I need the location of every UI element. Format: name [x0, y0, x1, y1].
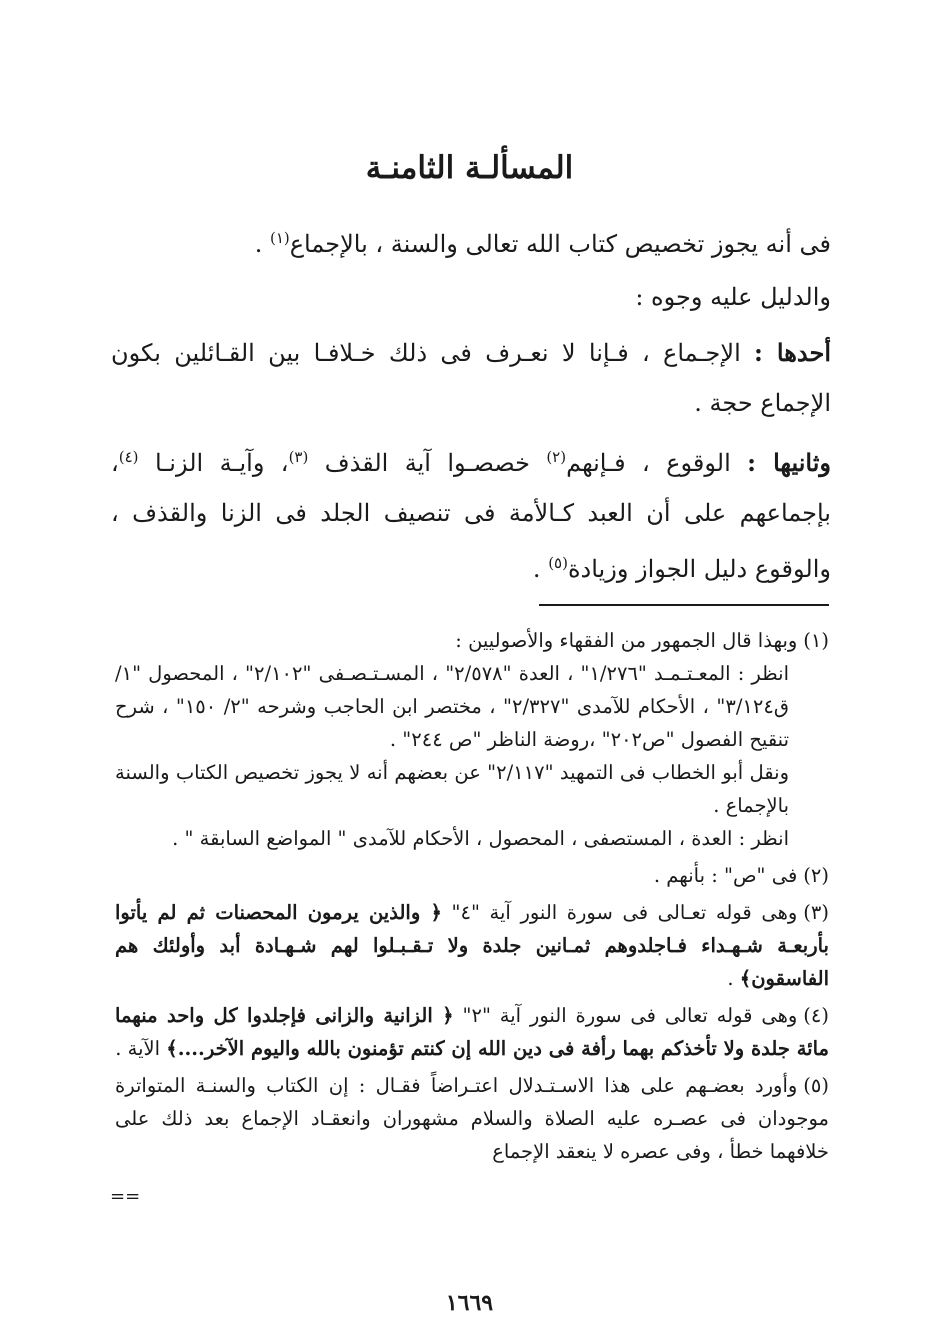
footnote-divider: [539, 604, 829, 606]
footnote-2-number: (٢): [803, 864, 829, 887]
footnote-1-line-1: انظر : المعـتـمـد "١/٢٧٦" ، العدة "٢/٥٧٨" ، المسـتـصـفى "٢/١٠٢" ، المحصول "١/ق٣/١٢٤" ، الأحكام للآمدى "٢/٣٢٧" ، مختصر ابن الحاجب وشرحه "٢/ ١٥٠" ، شرح تنقيح الفصول "ص٢٠٢" ،روضة الناظر "ص ٢٤٤" .: [115, 662, 789, 751]
paragraph-4-part-e: .: [532, 555, 549, 583]
paragraph-4-part-b: خصصـوا آية القذف: [324, 449, 547, 477]
page-title: المسألـة الثامنـة: [365, 150, 574, 186]
footnote-ref-2[interactable]: (٢): [546, 448, 567, 466]
footnote-4-post: الآية .: [115, 1037, 167, 1060]
footnote-ref-1[interactable]: (١): [269, 229, 290, 247]
paragraph-4-part-c: ، وآيـة الزنـا: [154, 449, 289, 477]
paragraph-2: والدليل عليه وجوه :: [635, 283, 831, 311]
paragraph-1-text: فى أنه يجوز تخصيص كتاب الله تعالى والسنة ، بالإجماع: [289, 230, 831, 258]
footnote-2: [115, 859, 829, 892]
footnote-5-number: (٥): [803, 1074, 829, 1097]
footnote-ref-3[interactable]: (٣): [288, 448, 309, 466]
paragraph-3: [111, 328, 831, 428]
paragraph-1-end: .: [254, 230, 270, 258]
footnote-1: [115, 624, 829, 855]
footnote-3-verse: ﴿ والذين يرمون المحصنات ثم لم يأتوا بأربعـة شـهـداء فـاجلدوهم ثمـانين جلدة ولا تـقـبـلوا لهم شـهـادة أبد وأولئك هم الفاسقون﴾: [115, 901, 829, 990]
footnote-1-number: (١): [803, 629, 829, 652]
paragraph-3-text: الإجـماع ، فـإنا لا نعـرف فى ذلك خـلافـا بين القـائلين بكون الإجماع حجة .: [111, 339, 831, 417]
footnote-4-number: (٤): [803, 1004, 829, 1027]
footnote-1-head: وبهذا قال الجمهور من الفقهاء والأصوليين :: [455, 629, 798, 652]
footnote-ref-5[interactable]: (٥): [548, 554, 568, 572]
paragraph-4-part-a: الوقوع ، فـإنهم: [566, 449, 748, 477]
page-number: ١٦٦٩: [445, 1290, 494, 1316]
footnote-3-number: (٣): [803, 901, 829, 924]
footnote-4-pre: وهى قوله تعالى فى سورة النور آية "٢": [453, 1004, 798, 1027]
footnote-5: [115, 1069, 829, 1168]
footnote-1-line-3: انظر : العدة ، المستصفى ، المحصول ، الأحكام للآمدى " المواضع السابقة " .: [172, 827, 789, 850]
paragraph-3-lead: أحدها :: [754, 338, 831, 367]
footnote-1-line-2: ونقل أبو الخطاب فى التمهيد "٢/١١٧" عن بعضهم أنه لا يجوز تخصيص الكتاب والسنة بالإجماع .: [115, 761, 789, 817]
paragraph-4-lead: وثانيها :: [747, 448, 832, 477]
footnote-ref-4[interactable]: (٤): [118, 448, 139, 466]
paragraph-4: [111, 432, 831, 594]
footnote-2-text: فى "ص" : بأنهم .: [653, 864, 798, 887]
footnote-4-verse: ﴿ الزانية والزانى فإجلدوا كل واحد منهما مائة جلدة ولا تأخذكم بهما رأفة فى دين الله إن كنتم تؤمنون بالله واليوم الآخر....﴾: [115, 1004, 829, 1060]
footnote-3-post: .: [727, 967, 740, 990]
paragraph-4-part-d: ، بإجماعهم على أن العبد كـالأمة فى تنصيف الجلد فى الزنا والقذف ، والوقوع دليل الجواز وزيادة: [111, 449, 831, 583]
footnote-1-body: [115, 657, 829, 855]
footnotes: [115, 624, 829, 1172]
footnote-3-pre: وهى قوله تعـالى فى سورة النور آية "٤": [441, 901, 798, 924]
footnote-3: [115, 896, 829, 995]
footnote-4: [115, 999, 829, 1065]
continuation-mark: ==: [110, 1186, 141, 1207]
footnote-5-text: وأورد بعضـهم على هذا الاسـتـدلال اعتـراضاً فقـال : إن الكتاب والسنـة المتواترة موجودان فى عصـره عليه الصلاة والسلام مشهوران وانعقـاد الإجماع بعد ذلك على خلافهما خطأ ، وفى عصره لا ينعقد الإجماع: [115, 1074, 829, 1163]
paragraph-1: [111, 218, 831, 264]
